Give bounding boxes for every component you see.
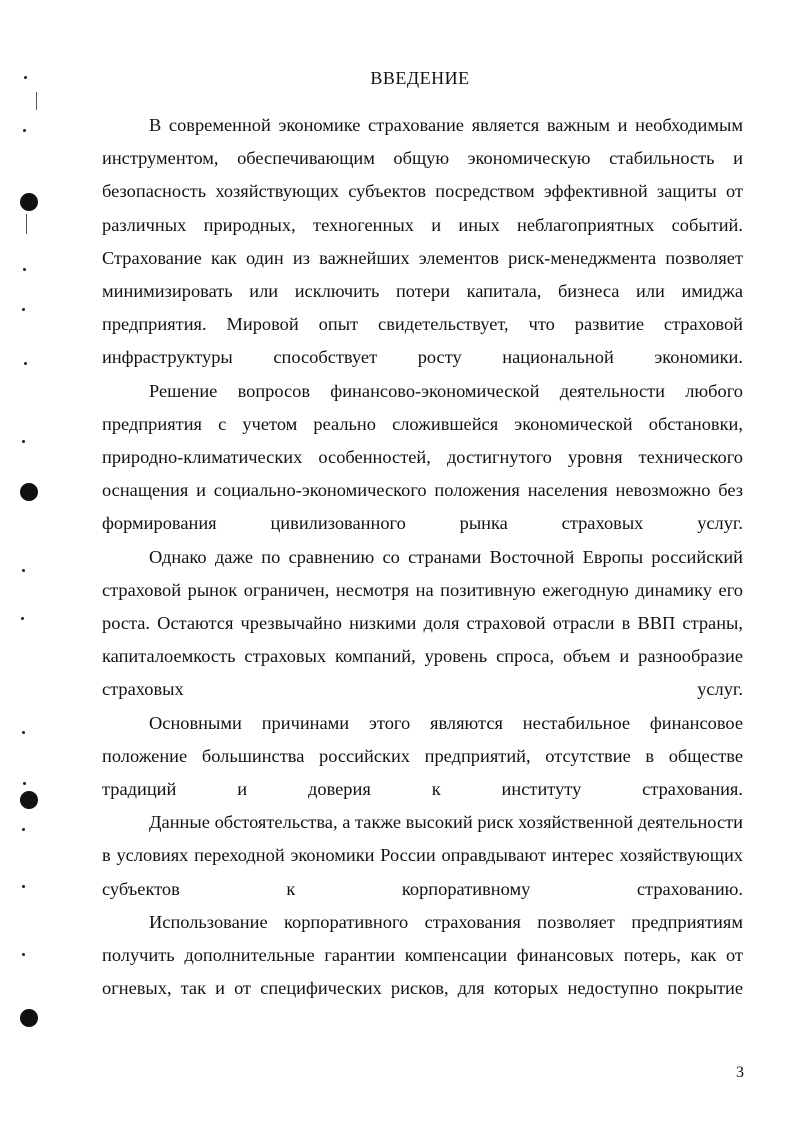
scan-speck: [23, 129, 26, 132]
scan-speck: [22, 828, 25, 831]
scan-mark: [26, 214, 27, 234]
paragraph: Решение вопросов финансово-экономической деятельности любого предприятия с учетом реально сложившейся экономической обстановки, природно-климатических особенностей, достигнутого уровня технического оснащения и социально-экономического положения населения невозможно без формирования цивилизованного рынка страховых услуг.: [102, 380, 743, 534]
scan-speck: [22, 731, 25, 734]
paragraph: Использование корпоративного страхования позволяет предприятиям получить дополнительные гарантии компенсации финансовых потерь, как от огневых, так и от специфических рисков, для которых недоступно покрытие: [102, 911, 743, 999]
page-number: 3: [736, 1064, 744, 1081]
scan-mark: [36, 92, 37, 110]
paragraph: В современной экономике страхование является важным и необходимым инструментом, обеспечивающим общую экономическую стабильность и безопасность хозяйствующих субъектов посредством эффективной защиты от различных природных, техногенных и иных неблагоприятных событий. Страхование как один из важнейших элементов риск-менеджмента позволяет минимизировать или исключить потери капитала, бизнеса или имиджа предприятия. Мировой опыт свидетельствует, что развитие страховой инфраструктуры способствует росту национальной экономики.: [102, 115, 743, 368]
binder-hole: [20, 1009, 38, 1027]
document-title: ВВЕДЕНИЕ: [370, 68, 470, 88]
binder-hole: [20, 483, 38, 501]
paragraph: Основными причинами этого являются нестабильное финансовое положение большинства российских предприятий, отсутствие в обществе традиций и доверия к институту страхования.: [102, 712, 743, 800]
scan-speck: [24, 362, 27, 365]
scan-speck: [22, 440, 25, 443]
binder-hole: [20, 791, 38, 809]
scan-speck: [22, 569, 25, 572]
scan-speck: [22, 953, 25, 956]
scan-speck: [22, 885, 25, 888]
document-body: [102, 109, 743, 1005]
paragraph: Однако даже по сравнению со странами Восточной Европы российский страховой рынок ограничен, несмотря на позитивную ежегодную динамику его роста. Остаются чрезвычайно низкими доля страховой отрасли в ВВП страны, капиталоемкость страховых компаний, уровень спроса, объем и разнообразие страховых услуг.: [102, 546, 743, 700]
scan-speck: [21, 617, 24, 620]
scan-speck: [23, 782, 26, 785]
binder-hole: [20, 193, 38, 211]
paragraph: Данные обстоятельства, а также высокий риск хозяйственной деятельности в условиях переходной экономики России оправдывают интерес хозяйствующих субъектов к корпоративному страхованию.: [102, 812, 743, 899]
scan-speck: [22, 308, 25, 311]
scan-speck: [23, 268, 26, 271]
